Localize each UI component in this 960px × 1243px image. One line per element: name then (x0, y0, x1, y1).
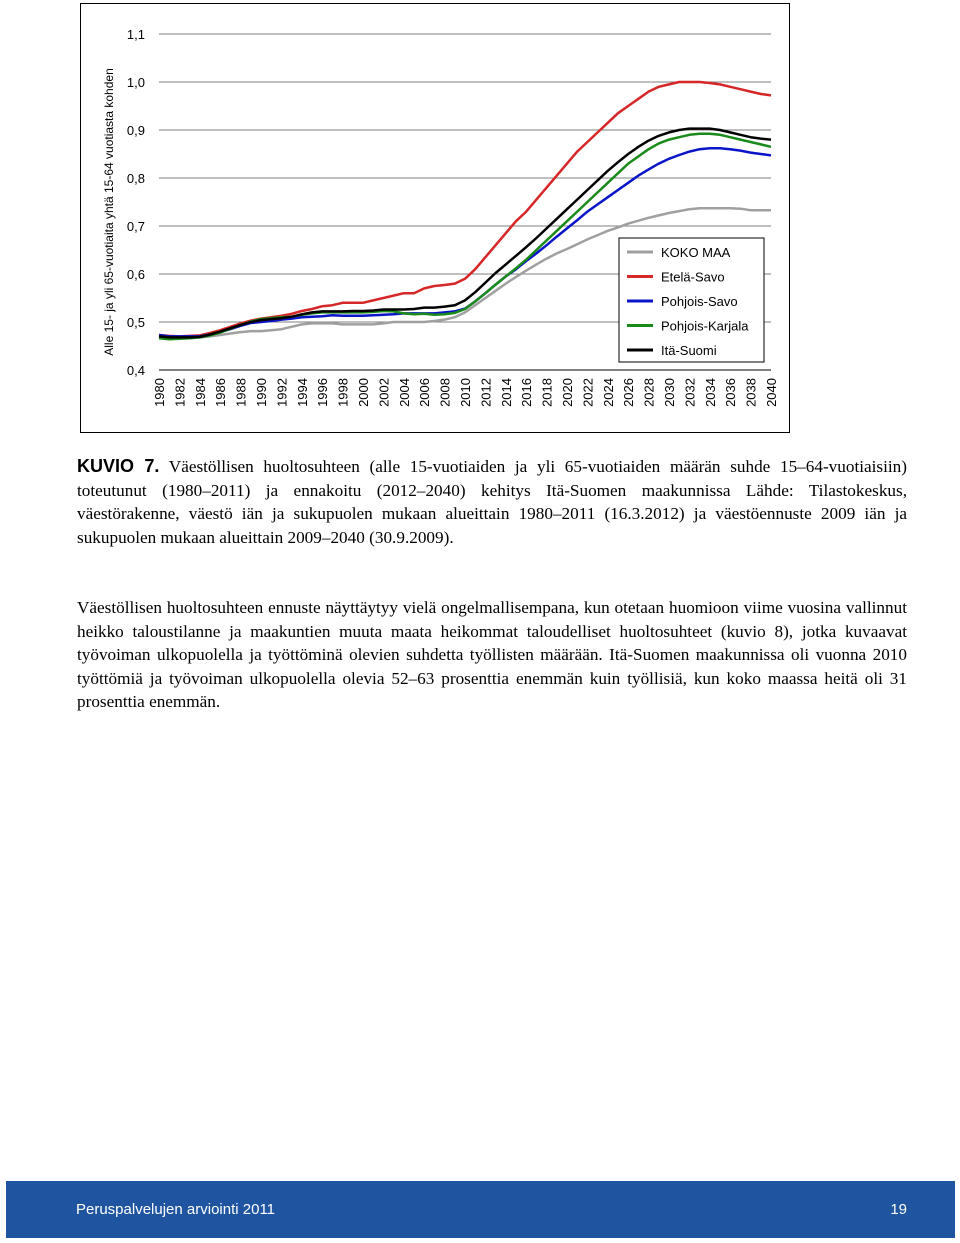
caption-label: KUVIO 7. (77, 456, 160, 476)
x-tick-label: 2012 (478, 378, 494, 407)
y-tick-label: 0,9 (126, 123, 145, 138)
x-tick-label: 2022 (580, 378, 596, 407)
x-tick-label: 2002 (376, 378, 392, 407)
x-tick-label: 2024 (600, 378, 616, 407)
x-tick-label: 1980 (152, 378, 167, 407)
y-tick-label: 1,0 (126, 75, 145, 90)
y-axis-label: Alle 15- ja yli 65-vuotiaita yhtä 15-64 vuotiasta kohden (102, 68, 116, 356)
x-tick-label: 2032 (682, 378, 698, 407)
x-tick-label: 2020 (560, 378, 575, 407)
figure-caption (77, 455, 907, 549)
x-tick-label: 2006 (417, 378, 433, 407)
x-tick-label: 2016 (519, 378, 535, 407)
line-chart (81, 4, 789, 432)
footer-title: Peruspalvelujen arviointi 2011 (76, 1201, 276, 1218)
legend-label: Itä-Suomi (661, 343, 717, 358)
y-tick-label: 0,6 (126, 267, 145, 282)
legend-label: Pohjois-Karjala (661, 318, 749, 334)
legend-label: Pohjois-Savo (661, 294, 738, 309)
y-tick-label: 1,1 (126, 27, 145, 42)
caption-text: Väestöllisen huoltosuhteen (alle 15-vuotiaiden ja yli 65-vuotiaiden määrän suhde 15–64-vuotiaisiin) toteutunut (1980–2011) ja ennakoitu (2012–2040) kehitys Itä-Suomen maakunnissa Lähde: Tilastokeskus, väestörakenne, väestö iän ja sukupuolen mukaan alueittain 1980–2011 (16.3.2012) ja väestöennuste 2009 iän ja sukupuolen mukaan alueittain 2009–2040 (30.9.2009). (77, 457, 907, 547)
x-tick-label: 2030 (662, 378, 677, 407)
x-tick-label: 1996 (315, 378, 331, 407)
x-tick-label: 1998 (335, 378, 351, 407)
x-tick-label: 1994 (294, 378, 310, 407)
x-tick-label: 2028 (641, 378, 657, 407)
page-footer (6, 1181, 955, 1238)
x-tick-label: 1986 (213, 378, 229, 407)
chart-figure (80, 3, 790, 433)
x-tick-label: 2000 (356, 378, 371, 407)
x-tick-label: 2014 (498, 378, 514, 407)
x-tick-label: 2018 (539, 378, 555, 407)
x-tick-label: 2010 (458, 378, 473, 407)
x-tick-label: 1984 (192, 378, 208, 407)
x-tick-label: 2038 (743, 378, 759, 407)
x-tick-label: 1992 (274, 378, 290, 407)
page-number: 19 (890, 1201, 907, 1218)
legend-label: Etelä-Savo (661, 269, 725, 285)
y-tick-label: 0,4 (126, 363, 145, 378)
x-tick-label: 2008 (437, 378, 453, 407)
y-tick-label: 0,8 (126, 171, 145, 186)
body-paragraph: Väestöllisen huoltosuhteen ennuste näyttäytyy vielä ongelmallisempana, kun otetaan huomioon viime vuosina vallinnut heikko taloustilanne ja maakuntien muuta maata heikommat taloudelliset huoltosuhteet (kuvio 8), jotka kuvaavat työvoiman ulkopuolella ja työttöminä olevien suhdetta työllisten määrään. Itä-Suomen maakunnissa oli vuonna 2010 työttömiä ja työvoiman ulkopuolella olevia 52–63 prosenttia enemmän kuin työllisiä, kun koko maassa heitä oli 31 prosenttia enemmän. (77, 598, 907, 711)
y-tick-label: 0,5 (126, 315, 145, 330)
x-tick-label: 1988 (233, 378, 249, 407)
x-tick-label: 2026 (621, 378, 637, 407)
x-tick-label: 2036 (723, 378, 739, 407)
legend-label: KOKO MAA (661, 245, 731, 260)
x-tick-label: 1990 (254, 378, 269, 407)
x-tick-label: 2004 (396, 378, 412, 407)
x-tick-label: 1982 (172, 378, 188, 407)
x-tick-label: 2034 (702, 378, 718, 407)
y-tick-label: 0,7 (126, 219, 145, 234)
x-tick-label: 2040 (764, 378, 779, 407)
